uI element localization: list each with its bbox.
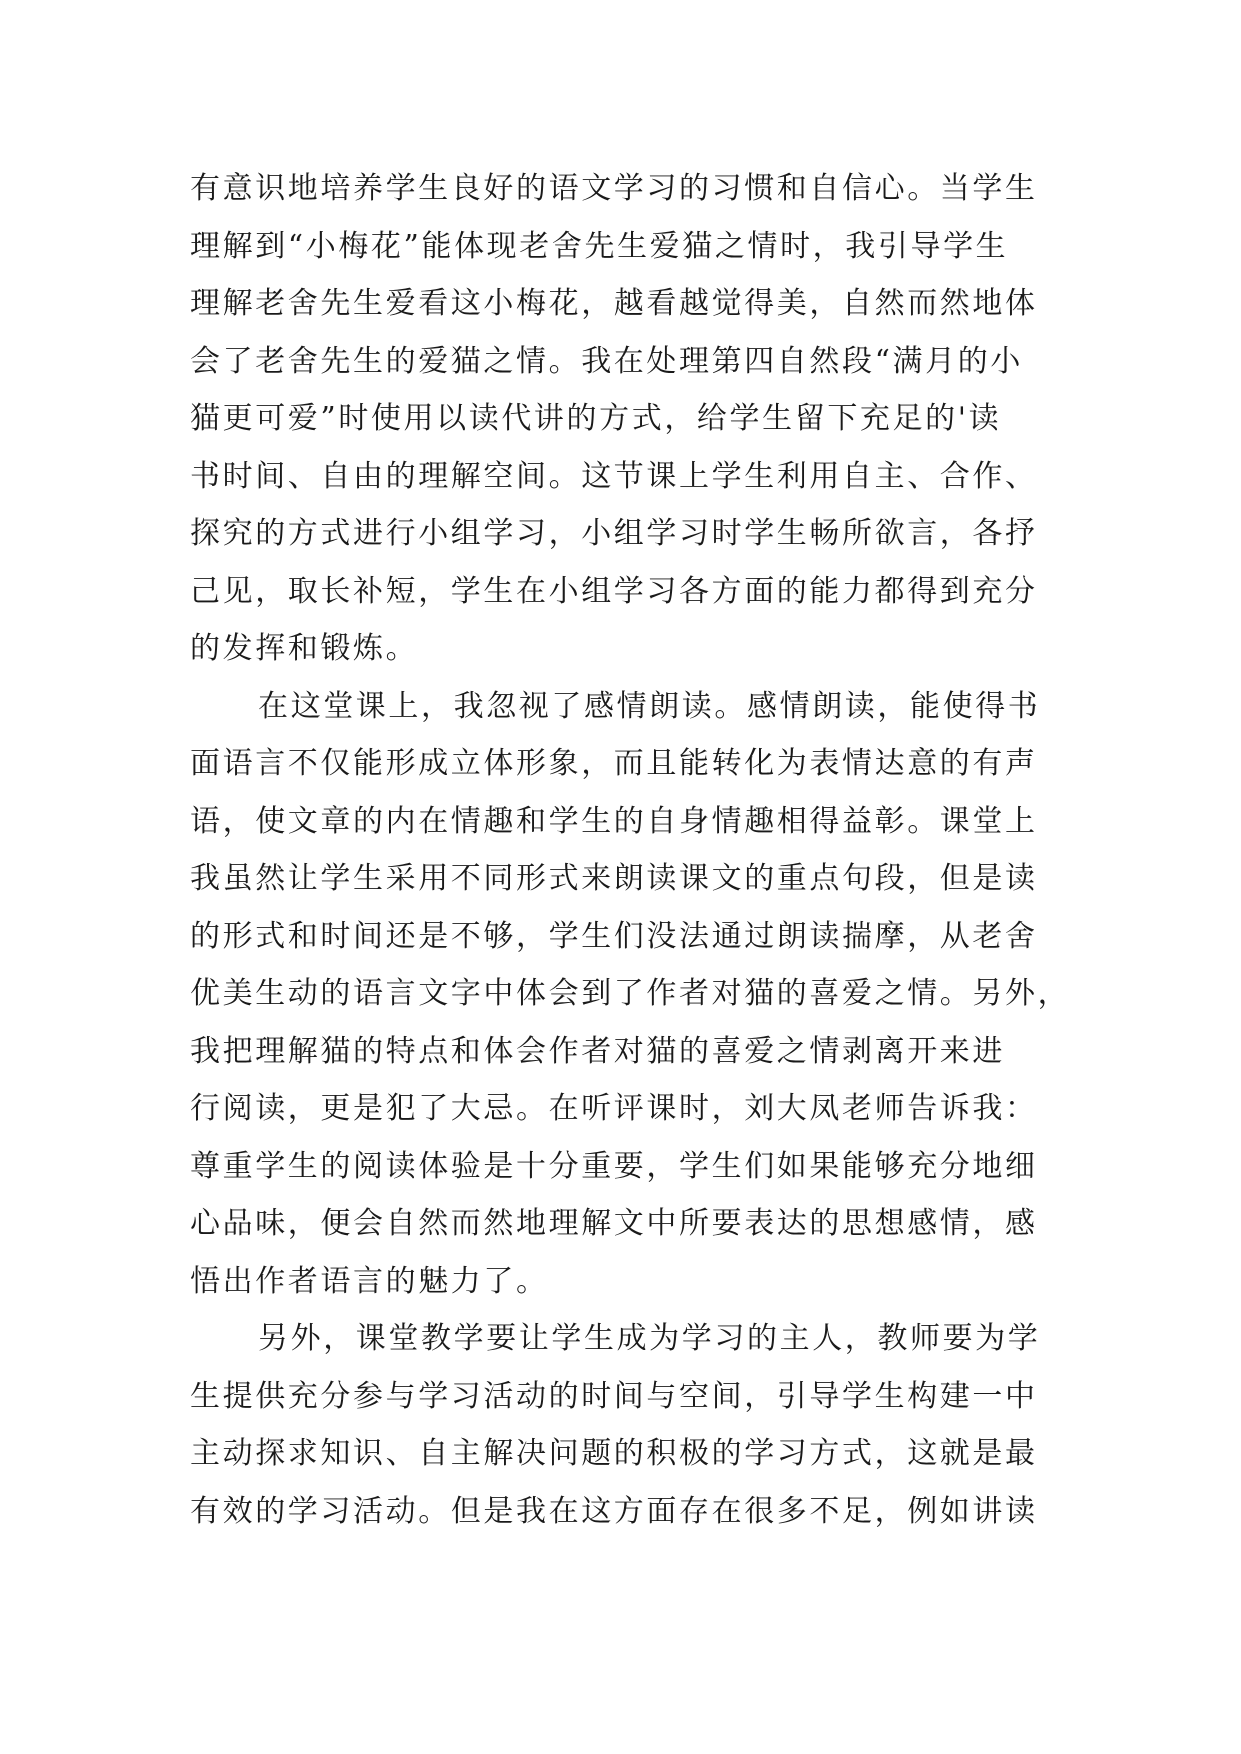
text-line: 的发挥和锻炼。: [190, 631, 419, 666]
text-line: 尊重学生的阅读体验是十分重要，学生们如果能够充分地细: [190, 1148, 1038, 1184]
text-line: 的形式和时间还是不够，学生们没法通过朗读揣摩，从老舍: [190, 918, 1038, 954]
text-line: 悟出作者语言的魅力了。: [190, 1263, 549, 1299]
text-line: 有效的学习活动。但是我在这方面存在很多不足，例如讲读: [190, 1493, 1038, 1529]
text-line: 有意识地培养学生良好的语文学习的习惯和自信心。当学生: [190, 171, 1038, 206]
text-line: 理解老舍先生爱看这小梅花，越看越觉得美，自然而然地体: [190, 286, 1038, 321]
text-line: 探究的方式进行小组学习，小组学习时学生畅所欲言，各抒: [190, 516, 1038, 551]
text-line: 己见，取长补短，学生在小组学习各方面的能力都得到充分: [190, 573, 1038, 609]
text-line: 优美生动的语言文字中体会到了作者对猫的喜爱之情。另外，: [190, 976, 1071, 1011]
paragraph-first-line: 另外，课堂教学要让学生成为学习的主人，教师要为学: [258, 1321, 1041, 1356]
text-line: 猫更可爱”时使用以读代讲的方式，给学生留下充足的'读: [190, 401, 1002, 436]
text-line: 会了老舍先生的爱猫之情。我在处理第四自然段“满月的小: [190, 343, 1023, 379]
body-text: [190, 160, 1071, 1540]
text-line: 我虽然让学生采用不同形式来朗读课文的重点句段，但是读: [190, 861, 1038, 896]
text-line: 主动探求知识、自主解决问题的积极的学习方式，这就是最: [190, 1436, 1038, 1471]
text-line: 心品味，便会自然而然地理解文中所要表达的思想感情，感: [190, 1206, 1038, 1241]
text-line: 理解到“小梅花”能体现老舍先生爱猫之情时，我引导学生: [190, 228, 1009, 264]
paragraph-first-line: 在这堂课上，我忽视了感情朗读。感情朗读，能使得书: [258, 688, 1041, 724]
text-line: 行阅读，更是犯了大忌。在听评课时，刘大凤老师告诉我：: [190, 1091, 1038, 1126]
text-line: 面语言不仅能形成立体形象，而且能转化为表情达意的有声: [190, 746, 1038, 781]
text-line: 我把理解猫的特点和体会作者对猫的喜爱之情剥离开来进: [190, 1033, 1005, 1069]
text-line: 语，使文章的内在情趣和学生的自身情趣相得益彰。课堂上: [190, 803, 1038, 839]
text-line: 书时间、自由的理解空间。这节课上学生利用自主、合作、: [190, 458, 1038, 494]
text-line: 生提供充分参与学习活动的时间与空间，引导学生构建一中: [190, 1378, 1038, 1414]
